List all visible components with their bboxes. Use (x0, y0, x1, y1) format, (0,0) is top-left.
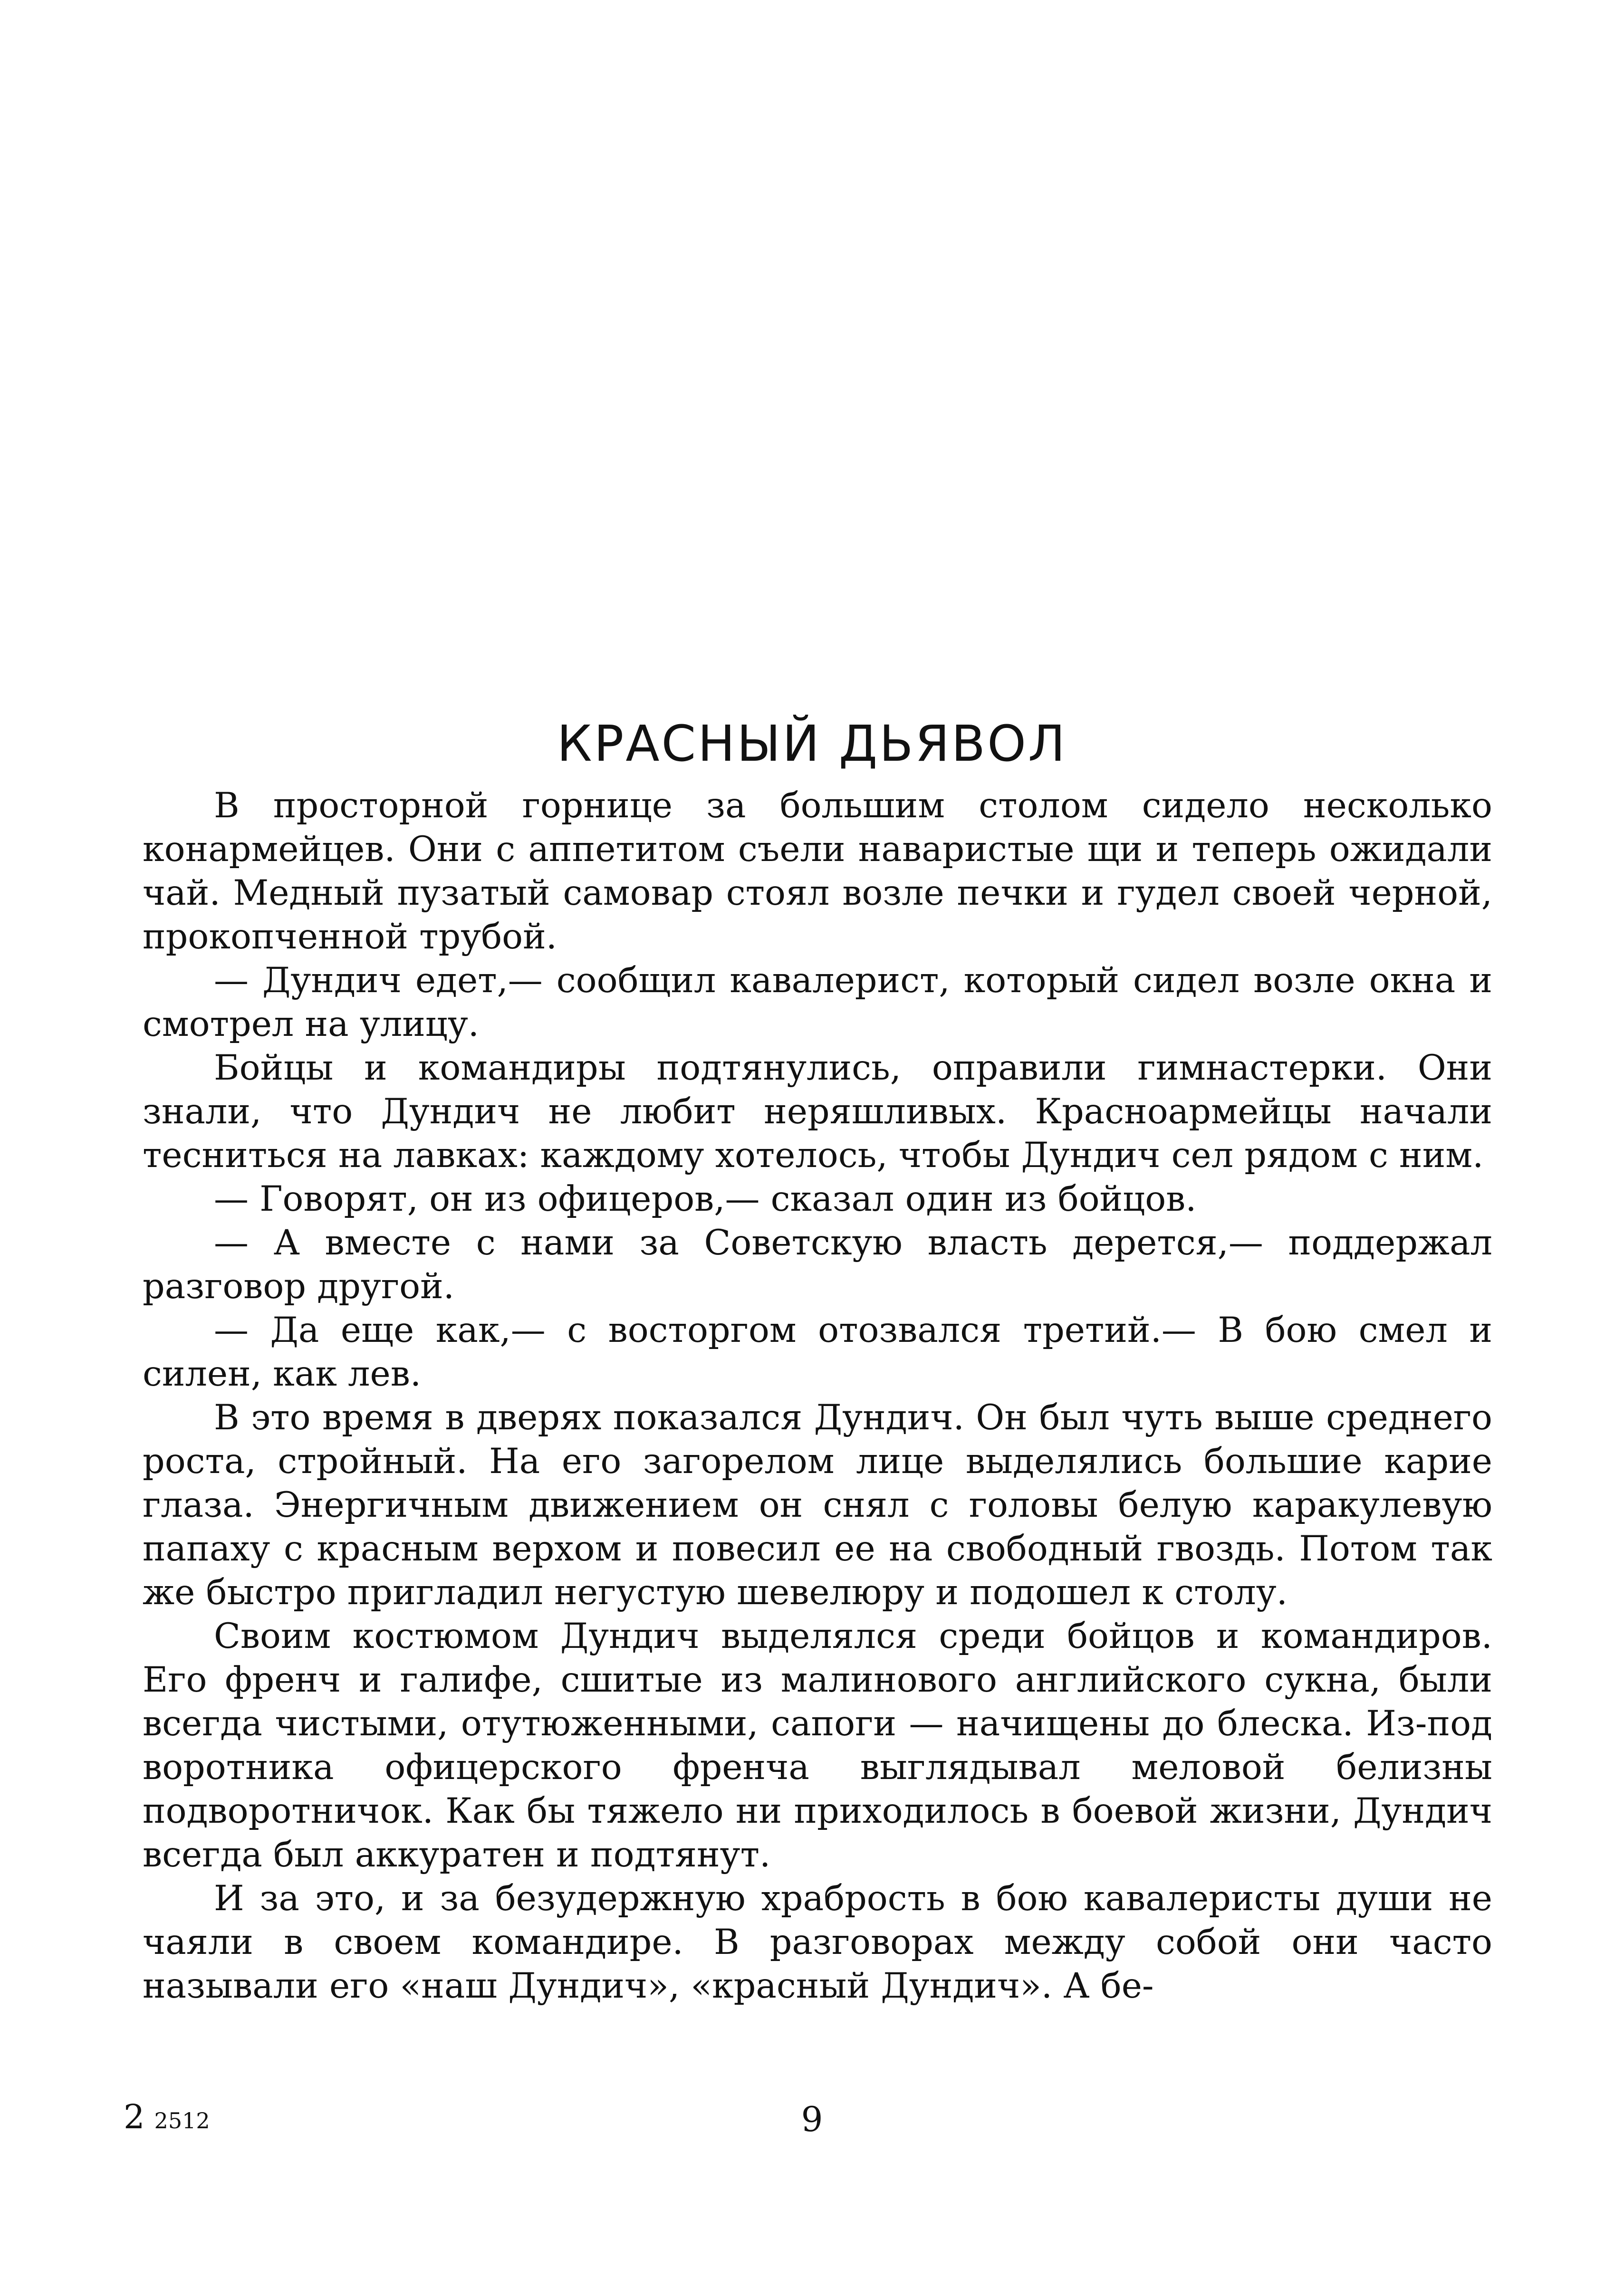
signature-number: 2 (124, 2097, 145, 2136)
paragraph: Бойцы и командиры подтянулись, оправили гимнастерки. Они знали, что Дундич не любит неряшливых. Красноармейцы начали тесниться на лавках: каждому хотелось, чтобы Дундич сел рядом с ним. (143, 1048, 1492, 1176)
chapter-title: КРАСНЫЙ ДЬЯВОЛ (557, 714, 1067, 773)
paragraph: — Да еще как,— с восторгом отозвался третий.— В бою смел и силен, как лев. (143, 1310, 1492, 1394)
page-number: 9 (801, 2099, 823, 2139)
signature-code: 2512 (154, 2108, 210, 2133)
paragraph: В это время в дверях показался Дундич. Он был чуть выше среднего роста, стройный. На его загорелом лице выделялись большие карие глаза. Энергичным движением он снял с головы белую каракулевую папаху с красным верхом и повесил ее на свободный гвоздь. Потом так же быстро пригладил негустую шевелюру и подошел к столу. (143, 1397, 1492, 1613)
paragraph: — Говорят, он из офицеров,— сказал один из бойцов. (214, 1179, 1197, 1219)
paragraph: — А вместе с нами за Советскую власть дерется,— поддержал разговор другой. (143, 1223, 1492, 1307)
paragraph: В просторной горнице за большим столом сидело несколько конармейцев. Они с аппетитом съели наваристые щи и теперь ожидали чай. Медный пузатый самовар стоял возле печки и гудел своей черной, прокопченной трубой. (143, 785, 1492, 957)
chapter-body (143, 784, 1492, 2008)
paragraph: Своим костюмом Дундич выделялся среди бойцов и командиров. Его френч и галифе, сшитые из малинового английского сукна, были всегда чистыми, отутюженными, сапоги — начищены до блеска. Из-под воротника офицерского френча выглядывал меловой белизны подворотничок. Как бы тяжело ни приходилось в боевой жизни, Дундич всегда был аккуратен и подтянут. (143, 1616, 1492, 1875)
paragraph: — Дундич едет,— сообщил кавалерист, который сидел возле окна и смотрел на улицу. (143, 960, 1492, 1044)
paragraph: И за это, и за безудержную храбрость в бою кавалеристы души не чаяли в своем командире. В разговорах между собой они часто называли его «наш Дундич», «красный Дундич». А бе- (143, 1878, 1492, 2006)
